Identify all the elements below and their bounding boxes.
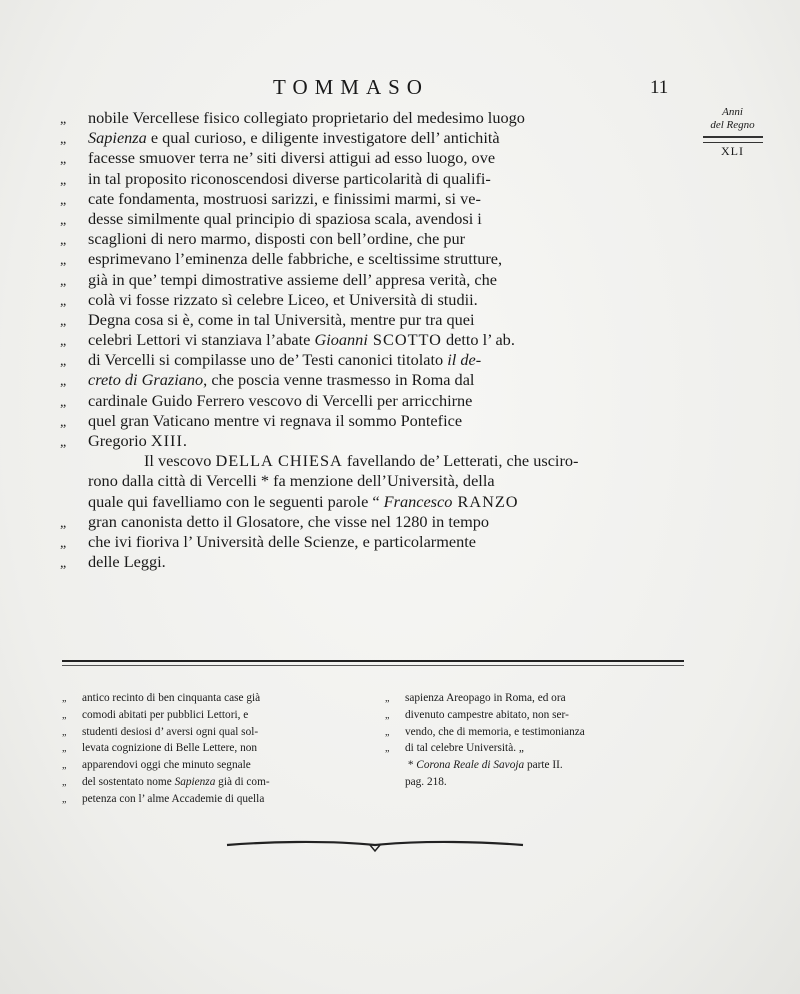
footnote-right-column (385, 690, 690, 791)
quote-mark: „ (60, 515, 66, 531)
footnote-line (62, 791, 372, 808)
italic-run: il de- (447, 350, 482, 370)
text-run: * (405, 759, 417, 772)
quote-mark: „ (60, 253, 66, 269)
quote-mark: „ (385, 726, 389, 738)
footnote-separator (62, 660, 684, 662)
text-line (60, 350, 690, 370)
text-run: nobile Vercellese fisico collegiato proprietario del medesimo luogo (88, 108, 525, 127)
text-run: antico recinto di ben cinquanta case già (82, 692, 261, 704)
margin-note-line1: Anni (722, 106, 743, 118)
footnote-line (62, 774, 372, 791)
text-run: parte II. (524, 759, 563, 772)
small-caps-run: DELLA CHIESA (215, 451, 343, 471)
text-run: scaglioni di nero marmo, disposti con bell’ordine, che pur (88, 229, 466, 249)
quote-mark: „ (62, 693, 66, 704)
quote-mark: „ (60, 132, 66, 148)
footnote-line (62, 724, 372, 741)
text-run: detto l’ ab. (441, 330, 515, 350)
main-text (60, 108, 690, 572)
text-run: esprimevano l’eminenza delle fabbriche, e sceltissime strutture, (88, 249, 503, 269)
text-run: apparendovi oggi che minuto segnale (82, 759, 251, 772)
text-run: Il vescovo (144, 451, 216, 471)
text-line (60, 270, 690, 290)
text-run: gran canonista detto il Glosatore, che visse nel 1280 in tempo (88, 511, 490, 531)
text-run: cate fondamenta, mostruosi sarizzi, e finissimi marmi, si ve- (88, 188, 481, 208)
quote-mark: „ (60, 414, 66, 430)
footnote-line (62, 740, 372, 757)
text-run: levata cognizione di Belle Lettere, non (82, 742, 258, 755)
text-run: sapienza Areopago in Roma, ed ora (405, 692, 566, 704)
footnote-line (385, 690, 690, 707)
text-run: di Vercelli si compilasse uno de’ Testi canonici titolato (88, 350, 448, 370)
text-run: delle Leggi. (88, 552, 166, 572)
footnote-line (385, 724, 690, 741)
text-line (60, 492, 690, 512)
text-run: cardinale Guido Ferrero vescovo di Vercelli per arricchirne (88, 390, 473, 410)
quote-mark: „ (60, 313, 66, 329)
quote-mark: „ (60, 212, 66, 228)
text-run: in tal proposito riconoscendosi diverse particolarità di qualifi- (88, 168, 491, 188)
text-run: divenuto campestre abitato, non ser- (405, 708, 569, 721)
small-caps-run: XIII (150, 431, 183, 450)
text-run: quale qui favelliamo con le seguenti parole “ (88, 491, 384, 511)
quote-mark: „ (62, 776, 66, 788)
small-caps-run: SCOTTO (367, 330, 442, 350)
text-line (60, 471, 690, 491)
quote-mark: „ (60, 112, 66, 127)
quote-mark: „ (60, 556, 66, 572)
quote-mark: „ (62, 726, 66, 738)
text-line (60, 512, 690, 532)
quote-mark: „ (60, 535, 66, 551)
italic-run: creto di Graziano (88, 370, 204, 390)
text-run: e qual curioso, e diligente investigatore dell’ antichità (146, 128, 500, 148)
text-run: desse similmente qual principio di spaziosa scala, avendosi i (88, 208, 482, 228)
quote-mark: „ (60, 192, 66, 208)
running-head (0, 75, 800, 105)
text-run: rono dalla città di Vercelli * fa menzione dell’Università, della (88, 471, 495, 491)
text-line (60, 552, 690, 572)
text-line (60, 148, 690, 168)
footnote-line (62, 707, 372, 724)
text-line (60, 330, 690, 350)
italic-run: Sapienza (88, 128, 147, 148)
quote-mark: „ (60, 273, 66, 289)
text-run: favellando de’ Letterati, che usciro- (342, 451, 579, 471)
quote-mark: „ (60, 334, 66, 350)
quote-mark: „ (60, 233, 66, 249)
text-line (60, 451, 690, 471)
quote-mark: „ (60, 293, 66, 309)
text-line (60, 532, 690, 552)
quote-mark: „ (60, 152, 66, 168)
margin-note (695, 106, 770, 158)
text-run: celebri Lettori vi stanziava l’abate (88, 330, 315, 350)
text-line (60, 370, 690, 390)
text-run: facesse smuover terra ne’ siti diversi attigui ad esso luogo, ove (88, 148, 496, 168)
quote-mark: „ (385, 693, 389, 704)
text-run: comodi abitati per pubblici Lettori, e (82, 708, 249, 721)
quote-mark: „ (62, 743, 66, 755)
text-run: del sostentato nome (82, 775, 175, 788)
text-line (60, 249, 690, 269)
regnal-year: XLI (721, 144, 744, 158)
margin-note-rule (703, 136, 763, 143)
italic-run: Corona Reale di Savoja (416, 759, 525, 772)
text-run: studenti desiosi d’ aversi ogni qual sol- (82, 725, 259, 738)
tailpiece-ornament (225, 836, 525, 854)
quote-mark: „ (60, 172, 66, 188)
text-run: di tal celebre Università. „ (405, 742, 524, 755)
text-run: colà vi fosse rizzato sì celebre Liceo, et Università di studii. (88, 289, 478, 309)
footnote-left-column (62, 690, 372, 808)
text-run: vendo, che di memoria, e testimonianza (405, 725, 585, 738)
text-line (60, 128, 690, 148)
quote-mark: „ (60, 435, 66, 450)
quote-mark: „ (385, 709, 389, 721)
text-line (60, 189, 690, 209)
running-head-title: TOMMASO (273, 75, 429, 99)
text-run: . (182, 431, 187, 450)
quote-mark: „ (385, 743, 389, 755)
footnote-line (62, 690, 372, 707)
footnote-line (385, 757, 690, 774)
text-line (60, 411, 690, 431)
text-run: pag. 218. (405, 775, 447, 788)
quote-mark: „ (62, 793, 66, 805)
text-line (60, 290, 690, 310)
text-run: , che poscia venne trasmesso in Roma dal (203, 370, 475, 390)
italic-run: Francesco (383, 491, 453, 511)
footnote-separator-thin (62, 665, 684, 666)
italic-run: Gioanni (314, 330, 368, 350)
quote-mark: „ (62, 760, 66, 772)
footnote-line (385, 774, 690, 791)
margin-note-line2: del Regno (710, 119, 755, 131)
page-number: 11 (650, 77, 669, 98)
footnote-line (385, 740, 690, 757)
quote-mark: „ (62, 709, 66, 721)
quote-mark: „ (60, 394, 66, 410)
text-run: Degna cosa si è, come in tal Università, mentre pur tra quei (88, 309, 475, 329)
text-run: petenza con l’ alme Accademie di quella (82, 792, 265, 805)
italic-run: Sapienza (174, 775, 216, 788)
quote-mark: „ (60, 374, 66, 390)
text-line (60, 229, 690, 249)
text-run: quel gran Vaticano mentre vi regnava il sommo Pontefice (88, 410, 463, 430)
text-run: già in que’ tempi dimostrative assieme dell’ appresa verità, che (88, 269, 497, 289)
text-run: che ivi fioriva l’ Università delle Scienze, e particolarmente (88, 531, 477, 551)
text-run: già di com- (215, 775, 270, 788)
text-line (60, 108, 690, 128)
text-run: Gregorio (88, 431, 151, 450)
quote-mark: „ (60, 354, 66, 370)
footnote-line (385, 707, 690, 724)
footnote-line (62, 757, 372, 774)
small-caps-run: RANZO (452, 491, 519, 511)
text-line (60, 310, 690, 330)
text-line (60, 169, 690, 189)
text-line (60, 431, 690, 451)
text-line (60, 391, 690, 411)
text-line (60, 209, 690, 229)
